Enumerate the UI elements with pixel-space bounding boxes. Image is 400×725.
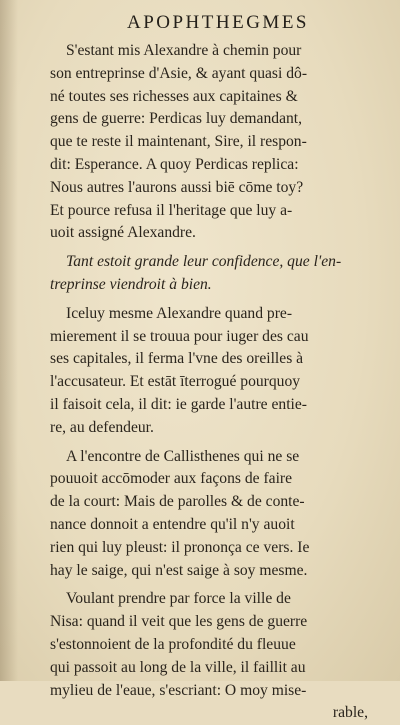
text-line: ses capitales, il ferma l'vne des oreilles à [50,350,304,368]
text-line: son entreprinse d'Asie, & ayant quasi dô- [50,64,308,82]
text-line: il faisoit cela, il dit: ie garde l'autre entie- [50,395,307,413]
paragraph-3 [50,303,374,440]
text-line: uoit assigné Alexandre. [50,224,196,242]
text-line: rien qui luy pleust: il prononça ce vers. Ie [50,538,310,556]
text-line: Voulant prendre par force la ville de [66,590,291,608]
paragraph-1 [50,40,374,245]
text-line: pouuoit accōmoder aux façons de faire [50,470,293,488]
text-line: hay le saige, qui n'est saige à soy mesme. [50,561,308,579]
running-header: APOPHTHEGMES [126,12,310,33]
text-line: Nisa: quand il veit que les gens de guerre [50,613,308,631]
text-line: nance donnoit a entendre qu'il n'y auoit [50,515,295,533]
text-line: Et pource refusa il l'heritage que luy a- [50,201,293,219]
text-line: né toutes ses richesses aux capitaines & [50,87,298,105]
text-line: gens de guerre: Perdicas luy demandant, [50,110,303,128]
text-line: que te reste il maintenant, Sire, il respon- [50,133,307,151]
text-line: treprinse viendroit à bien. [50,275,212,293]
text-line: S'estant mis Alexandre à chemin pour [66,42,302,59]
text-line: qui passoit au long de la ville, il faillit au [50,658,306,676]
text-line: l'accusateur. Et estāt īterrogué pourquoy [50,373,301,391]
paragraph-4 [50,446,374,583]
paragraph-2-italic-gloss [50,251,374,297]
text-line: Iceluy mesme Alexandre quand pre- [66,304,293,322]
text-line: A l'encontre de Callisthenes qui ne se [66,447,300,465]
text-line: Tant estoit grande leur confidence, que l'en- [66,253,342,271]
text-line: mierement il se trouua pour iuger des cau [50,327,309,345]
text-line: s'estonnoient de la profondité du fleuue [50,635,296,653]
text-line: Nous autres l'aurons aussi biē cōme toy? [50,178,304,196]
text-line: mylieu de l'eaue, s'escriant: O moy mise- [50,681,307,699]
text-line: re, au defendeur. [50,418,154,436]
text-line: dit: Esperance. A quoy Perdicas replica: [50,155,299,173]
paragraph-5 [50,588,374,702]
catchword: rable, [332,704,368,722]
text-line: de la court: Mais de parolles & de conte- [50,493,305,511]
